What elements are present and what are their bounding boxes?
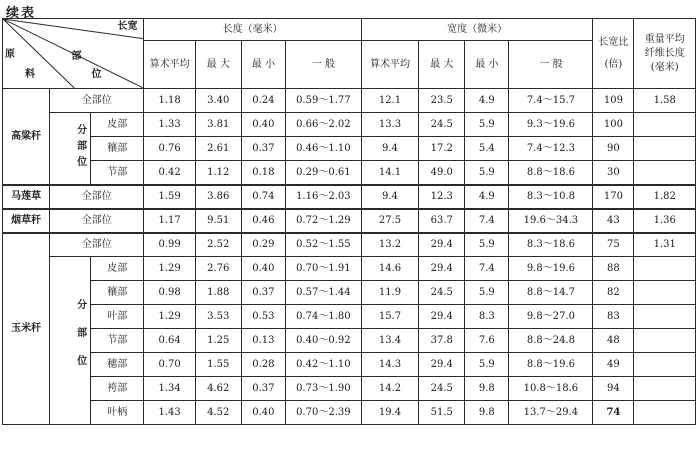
width-avg-cell: 27.5: [361, 209, 418, 233]
width-general-cell: 7.4～15.7: [509, 89, 593, 113]
width-general-cell: 13.7～29.4: [509, 401, 593, 425]
width-group-header: 宽度（微米）: [361, 19, 593, 41]
length-avg-cell: 1.18: [144, 89, 195, 113]
table-row: [3, 257, 696, 281]
width-avg-cell: 19.4: [361, 401, 418, 425]
part-cell: 叶柄: [91, 401, 144, 425]
ratio-cell: 94: [593, 377, 634, 401]
width-avg-cell: 14.2: [361, 377, 418, 401]
part-cell: 皮部: [91, 113, 144, 137]
part-cell: 叶部: [91, 305, 144, 329]
table-title: 续表: [6, 6, 37, 21]
ratio-header-unit: (倍): [604, 59, 623, 70]
ratio-cell: 88: [593, 257, 634, 281]
width-min-cell: 9.8: [465, 377, 509, 401]
width-max-cell: 24.5: [419, 281, 465, 305]
width-min-cell: 5.9: [465, 281, 509, 305]
width-general-cell: 7.4～12.3: [509, 137, 593, 161]
length-avg-cell: 0.99: [144, 233, 195, 257]
part-cell: 全部位: [50, 233, 144, 257]
width-avg-cell: 13.3: [361, 113, 418, 137]
ratio-header: [593, 19, 634, 89]
width-general-cell: 9.3～19.6: [509, 113, 593, 137]
width-general-cell: 10.8～18.6: [509, 377, 593, 401]
length-general-cell: 0.42～1.10: [285, 353, 361, 377]
sub-label-cell: [50, 257, 71, 425]
width-min-cell: 5.9: [465, 161, 509, 185]
sub-label-cell: [50, 113, 71, 185]
ratio-cell: 75: [593, 233, 634, 257]
length-avg-cell: 0.64: [144, 329, 195, 353]
length-general-cell: 0.72～1.29: [285, 209, 361, 233]
length-min-cell: 0.40: [241, 257, 285, 281]
weighted-length-cell: 1.31: [634, 233, 696, 257]
width-max-cell: 29.4: [419, 233, 465, 257]
length-min-cell: 0.28: [241, 353, 285, 377]
ratio-cell: 82: [593, 281, 634, 305]
ratio-cell: 30: [593, 161, 634, 185]
table-row: [3, 89, 696, 113]
length-avg-cell: 1.43: [144, 401, 195, 425]
length-general-cell: 0.29～0.61: [285, 161, 361, 185]
width-min-header: 最 小: [465, 41, 509, 89]
diagonal-corner-header: [3, 19, 144, 89]
width-min-cell: 4.9: [465, 185, 509, 209]
part-cell: 袴部: [91, 377, 144, 401]
width-avg-cell: 14.1: [361, 161, 418, 185]
width-general-cell: 8.8～19.6: [509, 353, 593, 377]
header-row-1: [3, 19, 696, 41]
width-min-cell: 5.4: [465, 137, 509, 161]
table-row: [3, 209, 696, 233]
length-avg-cell: 1.33: [144, 113, 195, 137]
width-avg-cell: 14.3: [361, 353, 418, 377]
corner-label-wei: 位: [91, 69, 102, 80]
width-max-cell: 29.4: [419, 257, 465, 281]
width-max-cell: 24.5: [419, 377, 465, 401]
length-avg-header: 算术平均: [144, 41, 195, 89]
width-max-cell: 17.2: [419, 137, 465, 161]
width-avg-cell: 12.1: [361, 89, 418, 113]
width-avg-cell: 13.4: [361, 329, 418, 353]
table-row: [3, 161, 696, 185]
width-general-cell: 8.3～10.8: [509, 185, 593, 209]
width-max-cell: 24.5: [419, 113, 465, 137]
width-min-cell: 7.4: [465, 209, 509, 233]
ratio-cell: 48: [593, 329, 634, 353]
width-max-cell: 37.8: [419, 329, 465, 353]
weighted-length-cell: [634, 281, 696, 305]
width-avg-cell: 14.6: [361, 257, 418, 281]
length-avg-cell: 1.59: [144, 185, 195, 209]
sorghum-sub-parts-label: 分部位: [70, 113, 91, 185]
length-max-cell: 1.12: [195, 161, 241, 185]
weighted-length-line-2: 纤维长度: [644, 47, 685, 59]
length-min-cell: 0.37: [241, 137, 285, 161]
length-max-header: 最 大: [195, 41, 241, 89]
ratio-cell: 170: [593, 185, 634, 209]
length-avg-cell: 0.76: [144, 137, 195, 161]
length-general-cell: 0.66～2.02: [285, 113, 361, 137]
length-general-cell: 0.57～1.44: [285, 281, 361, 305]
fiber-dimension-table: [2, 18, 696, 425]
width-max-cell: 49.0: [419, 161, 465, 185]
ratio-cell: 74: [593, 401, 634, 425]
corner-label-bu: 部: [71, 51, 82, 62]
length-avg-cell: 1.34: [144, 377, 195, 401]
length-min-cell: 0.37: [241, 377, 285, 401]
width-general-cell: 8.3～18.6: [509, 233, 593, 257]
width-general-cell: 9.8～19.6: [509, 257, 593, 281]
width-avg-cell: 13.2: [361, 233, 418, 257]
width-avg-cell: 11.9: [361, 281, 418, 305]
length-min-cell: 0.18: [241, 161, 285, 185]
length-general-cell: 0.52～1.55: [285, 233, 361, 257]
length-avg-cell: 1.29: [144, 305, 195, 329]
width-general-cell: 9.8～27.0: [509, 305, 593, 329]
weighted-length-cell: [634, 305, 696, 329]
width-max-cell: 29.4: [419, 305, 465, 329]
width-avg-cell: 15.7: [361, 305, 418, 329]
length-max-cell: 4.52: [195, 401, 241, 425]
part-cell: 穰部: [91, 281, 144, 305]
table-row: [3, 233, 696, 257]
length-min-cell: 0.53: [241, 305, 285, 329]
length-general-cell: 0.70～2.39: [285, 401, 361, 425]
length-min-cell: 0.74: [241, 185, 285, 209]
length-min-cell: 0.40: [241, 113, 285, 137]
ratio-cell: 49: [593, 353, 634, 377]
width-min-cell: 7.4: [465, 257, 509, 281]
width-avg-cell: 9.4: [361, 137, 418, 161]
width-min-cell: 5.9: [465, 113, 509, 137]
ratio-cell: 43: [593, 209, 634, 233]
material-corn: 玉米秆: [3, 233, 50, 425]
ratio-cell: 83: [593, 305, 634, 329]
length-general-cell: 0.59～1.77: [285, 89, 361, 113]
length-general-cell: 0.70～1.91: [285, 257, 361, 281]
part-cell: 皮部: [91, 257, 144, 281]
length-general-cell: 0.46～1.10: [285, 137, 361, 161]
width-min-cell: 4.9: [465, 89, 509, 113]
width-avg-cell: 9.4: [361, 185, 418, 209]
table-row: [3, 137, 696, 161]
weighted-length-cell: [634, 329, 696, 353]
length-max-cell: 4.62: [195, 377, 241, 401]
length-max-cell: 1.25: [195, 329, 241, 353]
length-avg-cell: 0.42: [144, 161, 195, 185]
width-general-cell: 19.6～34.3: [509, 209, 593, 233]
width-max-cell: 63.7: [419, 209, 465, 233]
width-max-cell: 23.5: [419, 89, 465, 113]
length-max-cell: 2.61: [195, 137, 241, 161]
length-max-cell: 3.40: [195, 89, 241, 113]
part-cell: 全部位: [50, 89, 144, 113]
weighted-length-line-1: 重量平均: [644, 33, 685, 45]
length-min-cell: 0.13: [241, 329, 285, 353]
part-cell: 节部: [91, 329, 144, 353]
width-general-cell: 8.8～14.7: [509, 281, 593, 305]
length-avg-cell: 1.29: [144, 257, 195, 281]
width-max-cell: 29.4: [419, 353, 465, 377]
ratio-cell: 90: [593, 137, 634, 161]
length-max-cell: 1.55: [195, 353, 241, 377]
table-row: [3, 185, 696, 209]
part-cell: 穰部: [91, 137, 144, 161]
length-max-cell: 2.52: [195, 233, 241, 257]
width-max-header: 最 大: [419, 41, 465, 89]
weighted-length-cell: [634, 161, 696, 185]
length-general-cell: 0.40～0.92: [285, 329, 361, 353]
part-cell: 穗部: [91, 353, 144, 377]
ratio-cell: 100: [593, 113, 634, 137]
weighted-length-cell: [634, 113, 696, 137]
ratio-header-label: 长宽比: [598, 37, 629, 48]
length-general-cell: 0.74～1.80: [285, 305, 361, 329]
length-general-cell: 1.16～2.03: [285, 185, 361, 209]
length-max-cell: 9.51: [195, 209, 241, 233]
table-row: [3, 281, 696, 305]
table-row: [3, 305, 696, 329]
corner-label-yuan: 原: [5, 49, 15, 60]
width-min-cell: 7.6: [465, 329, 509, 353]
length-max-cell: 3.86: [195, 185, 241, 209]
material-sorghum: 高粱秆: [3, 89, 50, 185]
material-tobacco: 烟草秆: [3, 209, 50, 233]
weighted-length-cell: [634, 401, 696, 425]
width-min-cell: 8.3: [465, 305, 509, 329]
length-general-header: 一 般: [285, 41, 361, 89]
table-row: [3, 329, 696, 353]
width-max-cell: 51.5: [419, 401, 465, 425]
material-malian: 马莲草: [3, 185, 50, 209]
weighted-length-cell: 1.58: [634, 89, 696, 113]
table-row: [3, 377, 696, 401]
table-row: [3, 401, 696, 425]
part-cell: 全部位: [50, 209, 144, 233]
part-cell: 全部位: [50, 185, 144, 209]
length-avg-cell: 1.17: [144, 209, 195, 233]
weighted-length-line-3: (毫米): [650, 61, 679, 73]
length-min-header: 最 小: [241, 41, 285, 89]
length-max-cell: 3.53: [195, 305, 241, 329]
corner-label-changkuan: 长宽: [117, 21, 138, 32]
length-min-cell: 0.46: [241, 209, 285, 233]
weighted-length-header: [634, 19, 696, 89]
weighted-length-cell: [634, 137, 696, 161]
width-avg-header: 算术平均: [361, 41, 418, 89]
weighted-length-cell: [634, 377, 696, 401]
length-max-cell: 3.81: [195, 113, 241, 137]
weighted-length-cell: [634, 257, 696, 281]
length-min-cell: 0.37: [241, 281, 285, 305]
weighted-length-cell: 1.36: [634, 209, 696, 233]
corn-sub-parts-label: 分部位: [70, 257, 91, 425]
length-general-cell: 0.73～1.90: [285, 377, 361, 401]
width-min-cell: 9.8: [465, 401, 509, 425]
width-general-cell: 8.8～24.8: [509, 329, 593, 353]
length-avg-cell: 0.70: [144, 353, 195, 377]
length-group-header: 长度（毫米）: [144, 19, 361, 41]
corner-label-liao: 料: [25, 69, 35, 80]
width-general-header: 一 般: [509, 41, 593, 89]
ratio-cell: 109: [593, 89, 634, 113]
weighted-length-cell: [634, 353, 696, 377]
length-max-cell: 1.88: [195, 281, 241, 305]
weighted-length-cell: 1.82: [634, 185, 696, 209]
width-max-cell: 12.3: [419, 185, 465, 209]
width-min-cell: 5.9: [465, 233, 509, 257]
length-avg-cell: 0.98: [144, 281, 195, 305]
table-row: [3, 353, 696, 377]
length-max-cell: 2.76: [195, 257, 241, 281]
length-min-cell: 0.29: [241, 233, 285, 257]
width-min-cell: 5.9: [465, 353, 509, 377]
width-general-cell: 8.8～18.6: [509, 161, 593, 185]
length-min-cell: 0.40: [241, 401, 285, 425]
part-cell: 节部: [91, 161, 144, 185]
length-min-cell: 0.24: [241, 89, 285, 113]
table-row: [3, 113, 696, 137]
